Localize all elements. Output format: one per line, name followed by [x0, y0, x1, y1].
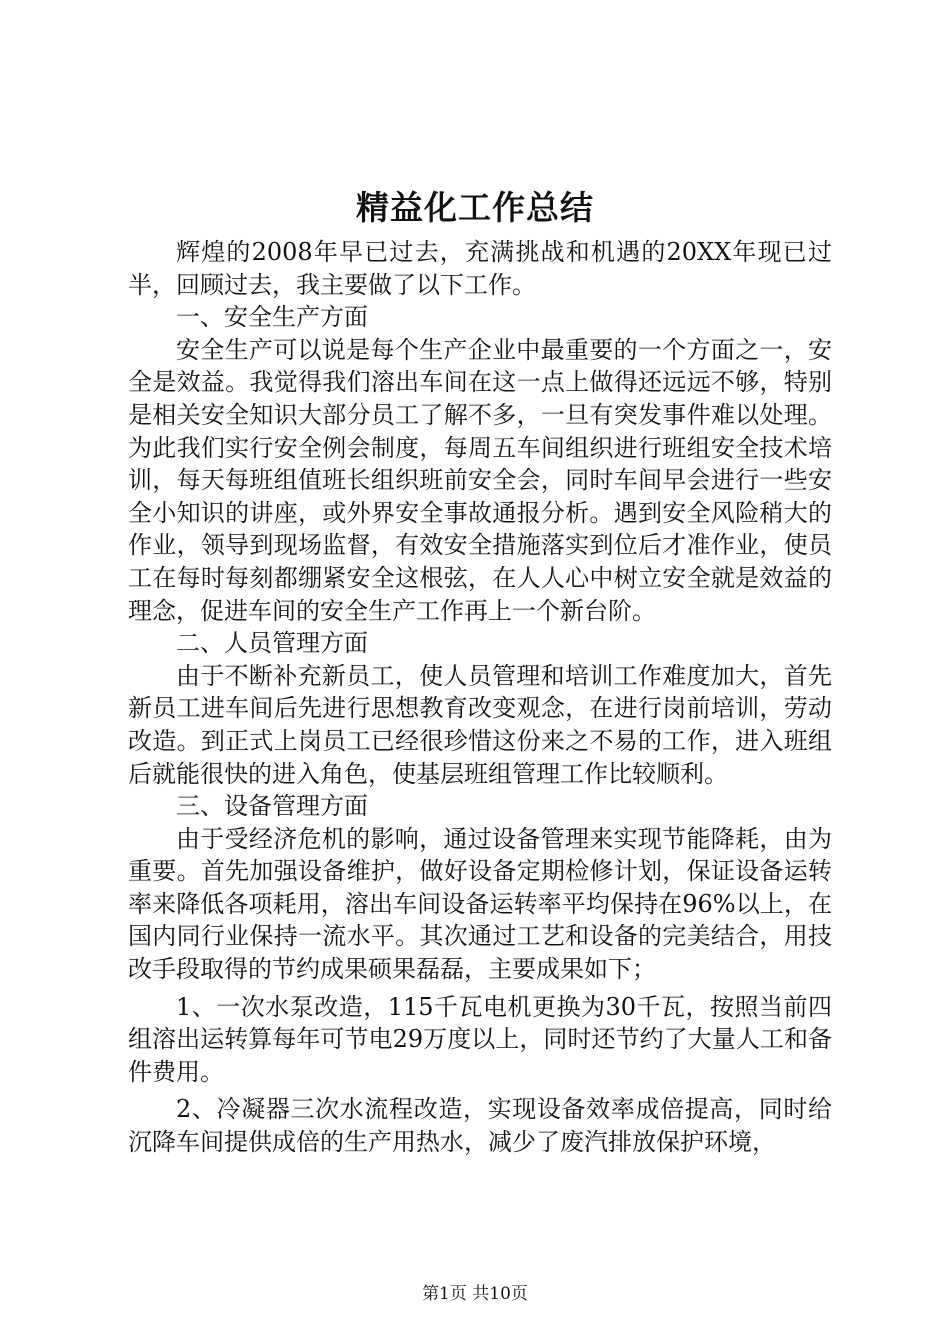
list-item-2: 2、冷凝器三次水流程改造，实现设备效率成倍提高，同时给沉降车间提供成倍的生产用热水，减少了废汽排放保护环境， [128, 1095, 832, 1157]
safety-paragraph: 安全生产可以说是每个生产企业中最重要的一个方面之一，安全是效益。我觉得我们溶出车间在这一点上做得还远远不够，特别是相关安全知识大部分员工了解不多，一旦有突发事件难以处理。为此我们实行安全例会制度，每周五车间组织进行班组安全技术培训，每天每班组值班长组织班前安全会，同时车间早会进行一些安全小知识的讲座，或外界安全事故通报分析。遇到安全风险稍大的作业，领导到现场监督，有效安全措施落实到位后才准作业，使员工在每时每刻都绷紧安全这根弦，在人人心中树立安全就是效益的理念，促进车间的安全生产工作再上一个新台阶。 [128, 335, 832, 625]
section-heading-equipment: 三、设备管理方面 [176, 792, 368, 821]
document-body [128, 236, 832, 1159]
intro-paragraph: 辉煌的2008年早已过去，充满挑战和机遇的20XX年现已过半，回顾过去，我主要做了以下工作。 [128, 238, 832, 299]
personnel-paragraph: 由于不断补充新员工，使人员管理和培训工作难度加大，首先新员工进车间后先进行思想教育改变观念，在进行岗前培训，劳动改造。到正式上岗员工已经很珍惜这份来之不易的工作，进入班组后就能很快的进入角色，使基层班组管理工作比较顺利。 [128, 661, 832, 788]
document-title: 精益化工作总结 [356, 188, 594, 227]
page-footer: 第1页 共10页 [422, 1284, 528, 1304]
equipment-paragraph: 由于受经济危机的影响，通过设备管理来实现节能降耗，由为重要。首先加强设备维护，做好设备定期检修计划，保证设备运转率来降低各项耗用，溶出车间设备运转率平均保持在96%以上，在国内同行业保持一流水平。其次通过工艺和设备的完美结合，用技改手段取得的节约成果硕果磊磊，主要成果如下； [128, 824, 832, 984]
list-item-1: 1、一次水泵改造，115千瓦电机更换为30千瓦，按照当前四组溶出运转算每年可节电29万度以上，同时还节约了大量人工和备件费用。 [128, 992, 832, 1086]
section-heading-safety: 一、安全生产方面 [176, 303, 368, 332]
section-heading-personnel: 二、人员管理方面 [176, 629, 368, 658]
